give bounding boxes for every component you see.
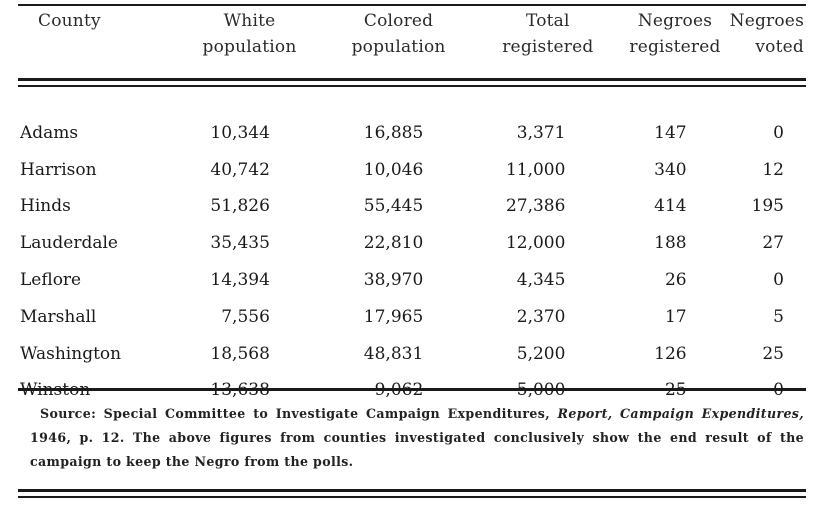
table-row <box>18 188 806 225</box>
header-row <box>18 8 806 78</box>
cell-total-registered: 27,386 <box>505 196 566 217</box>
header-double-rule-upper <box>18 78 806 81</box>
header-total-registered: Total registered <box>502 11 594 57</box>
cell-total-registered: 3,371 <box>516 122 566 143</box>
footer-double-rule-lower <box>18 496 806 498</box>
cell-white-population: 40,742 <box>210 159 270 180</box>
cell-county: Harrison <box>20 159 97 180</box>
cell-county: Lauderdale <box>20 233 118 254</box>
cell-negroes-voted: 12 <box>762 159 784 180</box>
footer-double-rule-upper <box>18 489 806 492</box>
table-row <box>18 152 806 189</box>
table-row <box>18 299 806 336</box>
top-rule <box>18 4 806 6</box>
cell-negroes-registered: 126 <box>654 343 687 364</box>
table-row <box>18 225 806 262</box>
cell-negroes-voted: 0 <box>773 269 784 290</box>
cell-colored-population: 55,445 <box>363 196 424 217</box>
cell-white-population: 7,556 <box>221 306 270 327</box>
registration-table <box>18 8 806 409</box>
cell-white-population: 14,394 <box>210 269 270 290</box>
cell-negroes-registered: 26 <box>664 269 687 290</box>
cell-county: Hinds <box>20 196 71 217</box>
source-label: Source: <box>40 406 97 421</box>
cell-negroes-registered: 17 <box>664 306 687 327</box>
cell-negroes-voted: 27 <box>762 233 784 254</box>
table-row <box>18 336 806 373</box>
cell-negroes-registered: 188 <box>654 233 687 254</box>
cell-colored-population: 22,810 <box>363 233 424 254</box>
header-county: County <box>38 11 101 31</box>
cell-total-registered: 12,000 <box>505 233 566 254</box>
cell-total-registered: 5,200 <box>516 343 566 364</box>
cell-negroes-voted: 0 <box>773 122 784 143</box>
cell-county: Leflore <box>20 269 82 290</box>
cell-colored-population: 16,885 <box>363 122 424 143</box>
cell-negroes-registered: 147 <box>654 122 687 143</box>
cell-colored-population: 17,965 <box>363 306 424 327</box>
cell-negroes-voted: 5 <box>773 306 784 327</box>
header-double-rule-lower <box>18 85 806 87</box>
cell-negroes-registered: 414 <box>654 196 687 217</box>
cell-white-population: 35,435 <box>210 233 270 254</box>
cell-negroes-voted: 25 <box>762 343 784 364</box>
cell-total-registered: 11,000 <box>505 159 566 180</box>
source-note <box>30 402 804 474</box>
source-text-after: 1946, p. 12. The above figures from counties investigated conclusively show the end result of the campaign to keep the Negro from the polls. <box>30 430 804 469</box>
header-negroes-voted: Negroes voted <box>729 11 804 57</box>
cell-negroes-voted: 195 <box>751 196 784 217</box>
cell-white-population: 51,826 <box>210 196 270 217</box>
cell-colored-population: 48,831 <box>363 343 424 364</box>
cell-county: Adams <box>20 122 79 143</box>
source-report-title: Report, Campaign Expenditures, <box>557 406 804 421</box>
cell-white-population: 10,344 <box>210 122 270 143</box>
table-row <box>18 262 806 299</box>
cell-white-population: 18,568 <box>210 343 270 364</box>
cell-negroes-registered: 340 <box>654 159 687 180</box>
source-text-before: Special Committee to Investigate Campaign Expenditures, <box>103 406 550 421</box>
cell-colored-population: 10,046 <box>363 159 424 180</box>
table-row <box>18 115 806 152</box>
cell-county: Washington <box>20 343 122 364</box>
header-colored-population: Colored population <box>351 11 446 57</box>
cell-total-registered: 4,345 <box>516 269 566 290</box>
header-negroes-registered: Negroes registered <box>629 11 721 57</box>
header-white-population: White population <box>202 11 297 57</box>
table-bottom-rule <box>18 388 806 391</box>
cell-colored-population: 38,970 <box>363 269 424 290</box>
header-spacer <box>18 78 806 115</box>
cell-total-registered: 2,370 <box>516 306 566 327</box>
cell-county: Marshall <box>20 306 97 327</box>
